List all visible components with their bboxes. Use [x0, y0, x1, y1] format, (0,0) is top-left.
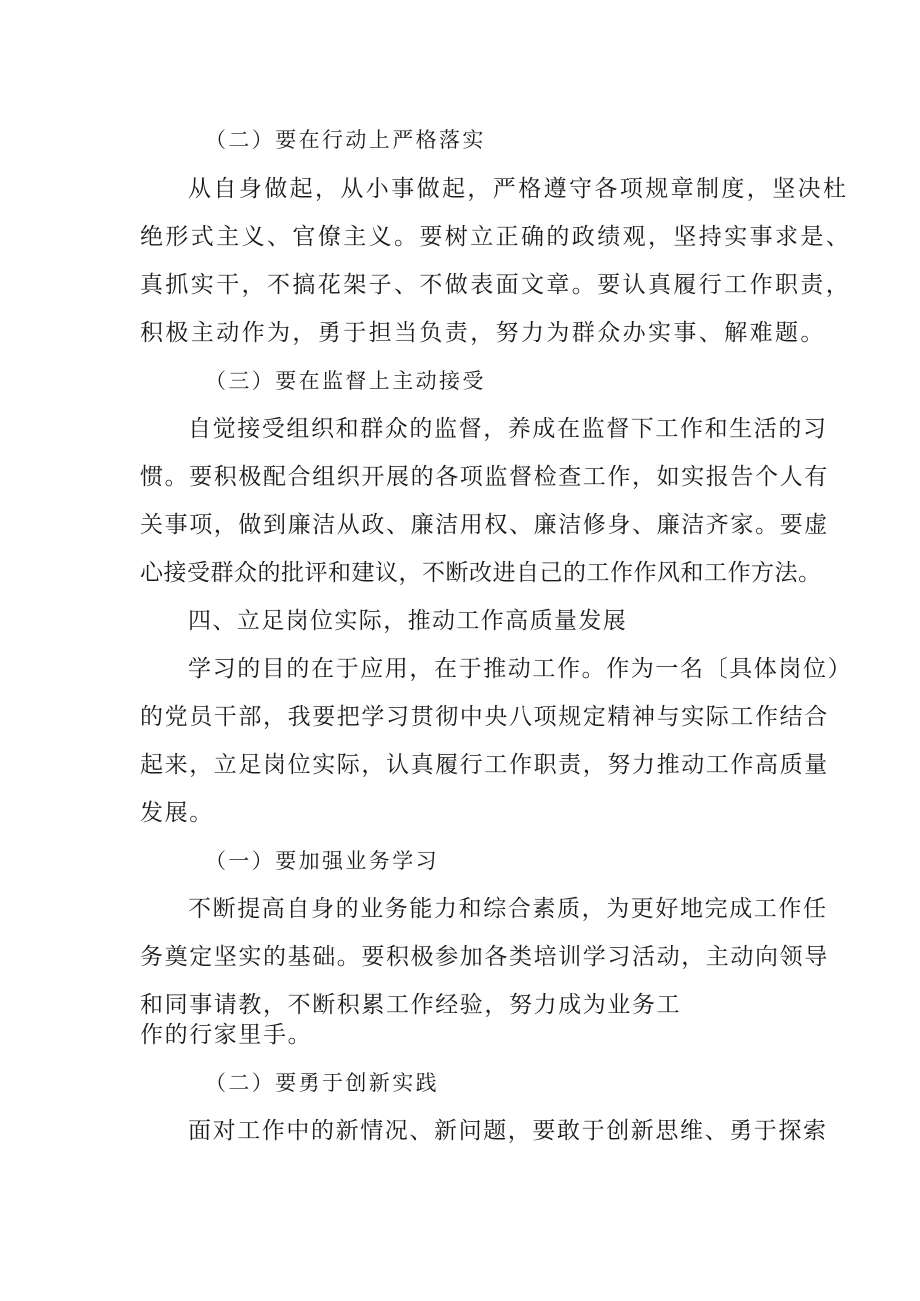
paragraph-line: 心接受群众的批评和建议，不断改进自己的工作作风和工作方法。: [140, 560, 822, 586]
paragraph-line: 起来，立足岗位实际，认真履行工作职责，努力推动工作高质量: [140, 752, 829, 778]
subheading-1-business: （一）要加强业务学习: [205, 849, 439, 873]
paragraph-line: 作的行家里手。: [140, 1022, 313, 1048]
paragraph-line: 积极主动作为，勇于担当负责，努力为群众办实事、解难题。: [140, 320, 826, 346]
subheading-2-innovation: （二）要勇于创新实践: [205, 1071, 439, 1095]
paragraph-line: 和同事请教，不断积累工作经验，努力成为业务工: [140, 992, 682, 1018]
paragraph-line: 面对工作中的新情况、新问题，要敢于创新思维、勇于探索: [188, 1118, 828, 1144]
subheading-2-action: （二）要在行动上严格落实: [205, 128, 486, 152]
paragraph-line: 真抓实干，不搞花架子、不做表面文章。要认真履行工作职责，: [140, 272, 852, 298]
paragraph-line: 关事项，做到廉洁从政、廉洁用权、廉洁修身、廉洁齐家。要虚: [140, 512, 829, 538]
section-heading-4: 四、立足岗位实际，推动工作高质量发展: [188, 608, 628, 634]
paragraph-line: 务奠定坚实的基础。要积极参加各类培训学习活动，主动向领导: [140, 944, 829, 970]
subheading-3-supervision: （三）要在监督上主动接受: [205, 369, 486, 393]
paragraph-line: 绝形式主义、官僚主义。要树立正确的政绩观，坚持实事求是、: [140, 224, 852, 250]
paragraph-line: 学习的目的在于应用，在于推动工作。作为一名〔具体岗位）: [188, 656, 853, 682]
paragraph-line: 自觉接受组织和群众的监督，养成在监督下工作和生活的习: [188, 416, 828, 442]
paragraph-line: 惯。要积极配合组织开展的各项监督检查工作，如实报告个人有: [140, 464, 829, 490]
paragraph-line: 发展。: [140, 800, 214, 826]
paragraph-line: 的党员干部，我要把学习贯彻中央八项规定精神与实际工作结合: [140, 704, 829, 730]
paragraph-line: 不断提高自身的业务能力和综合素质，为更好地完成工作任: [188, 896, 828, 922]
paragraph-line: 从自身做起，从小事做起，严格遵守各项规章制度，坚决杜: [188, 176, 849, 202]
